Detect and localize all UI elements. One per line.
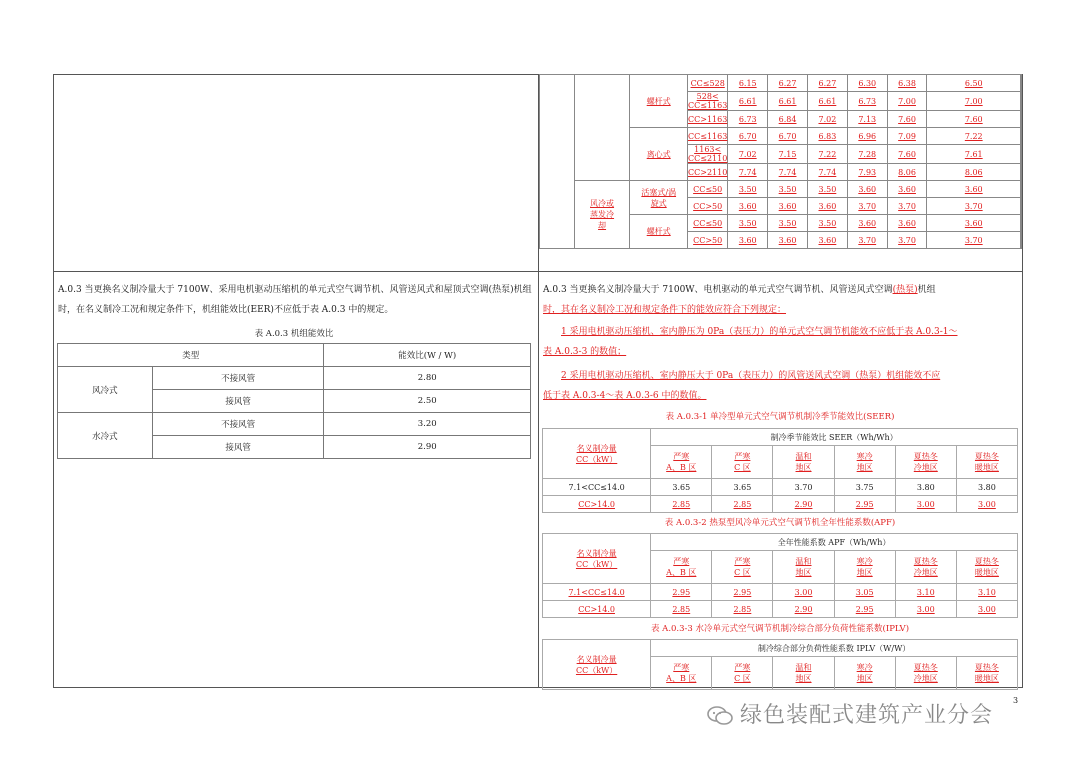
capacity-header: 名义制冷量 CC（kW） [543,640,651,690]
table-cell: CC≤50 [688,181,728,198]
table-cell: 3.50 [768,181,808,198]
table-cell: 1163< CC≤2110 [688,145,728,163]
table-row [543,496,1018,513]
table-cell: 3.50 [807,181,847,198]
table-cell: 6.27 [807,75,847,92]
zone-header: 夏热冬 冷地区 [895,551,956,584]
group-air-cooled: 风冷式 [58,367,153,413]
zone-header: 严寒 A、B 区 [651,551,712,584]
table-cell: 3.60 [887,215,927,232]
table-cell: 3.00 [895,601,956,618]
row-name: 不接风管 [152,367,324,390]
row-value: 2.50 [324,390,531,413]
table-cell: 3.70 [847,232,887,249]
apf-table [542,533,1018,618]
type-centrifugal: 离心式 [630,128,688,181]
table-cell: 7.00 [927,92,1021,111]
table-cell: 7.15 [768,145,808,164]
zone-header: 严寒 C 区 [712,551,773,584]
table-row [543,479,1018,496]
table-cell: 2.85 [712,496,773,513]
table-cell: 7.60 [887,111,927,128]
table-cell: 7.93 [847,164,887,181]
row-value: 2.90 [324,436,531,459]
table-cell: 8.06 [927,164,1021,181]
table-cell: 3.70 [847,198,887,215]
table-cell: 6.61 [728,92,768,111]
capacity-cell: CC>14.0 [543,496,651,513]
metric-header: 制冷综合部分负荷性能系数 IPLV（W/W） [651,640,1018,657]
left-paragraph: A.0.3 当更换名义制冷量大于 7100W、采用电机驱动压缩机的单元式空气调节机、风管送风式和屋顶式空调(热泵)机组时，在名义制冷工况和规定条件下，机组能效比(EER)不应低于表 A.0.3 中的规定。 [58,285,532,315]
row-name: 接风管 [152,436,324,459]
row-name: 接风管 [152,390,324,413]
table-row [540,181,1022,198]
table-cell: 3.80 [895,479,956,496]
zone-header: 严寒 A、B 区 [651,657,712,690]
table-cell: 3.70 [927,198,1021,215]
iplv-table [542,639,1018,690]
right-paragraph-3: 2 采用电机驱动压缩机、室内静压大于 0Pa（表压力）的风管送风式空调（热泵）机组能效不应 低于表 A.0.3-4～表 A.0.3-6 中的数值。 [543,371,941,401]
table-cell: 3.70 [887,198,927,215]
row-value: 2.80 [324,367,531,390]
table-cell: 3.50 [807,215,847,232]
top-efficiency-table [539,74,1022,249]
table-cell: 3.60 [807,198,847,215]
table-cell: 2.85 [651,496,712,513]
table-cell: 7.61 [927,145,1021,164]
table-cell: 6.61 [768,92,808,111]
watermark: 绿色装配式建筑产业分会 [706,698,993,729]
table-cell: 6.27 [768,75,808,92]
table-cell: CC≤50 [688,215,728,232]
table-cell: 7.02 [807,111,847,128]
table-cell: 3.50 [728,215,768,232]
type-screw: 螺杆式 [630,75,688,128]
table-cell: 3.70 [887,232,927,249]
table-cell: 3.65 [651,479,712,496]
zone-header: 寒冷 地区 [834,657,895,690]
table-cell: CC>1163 [688,111,728,128]
blank-cell [574,75,630,181]
sub-piston: 活塞式/涡 旋式 [630,181,688,215]
zone-header: 夏热冬 暖地区 [956,657,1017,690]
table-cell: CC≤528 [688,75,728,92]
row-value: 3.20 [324,413,531,436]
table-cell: 6.50 [927,75,1021,92]
capacity-cell: CC>14.0 [543,601,651,618]
table-cell: CC>2110 [688,164,728,181]
table-cell: 8.06 [887,164,927,181]
table-cell: 2.95 [834,601,895,618]
table-cell: 6.15 [728,75,768,92]
sub-screw: 螺杆式 [630,215,688,249]
table-cell: 2.95 [651,584,712,601]
table-cell: 3.80 [956,479,1017,496]
table-cell: 6.96 [847,128,887,145]
wechat-logo-icon [706,705,734,727]
table-cell: 7.13 [847,111,887,128]
table-cell: CC>50 [688,198,728,215]
zone-header: 夏热冬 暖地区 [956,446,1017,479]
table-cell: 6.84 [768,111,808,128]
table-cell: 528< CC≤1163 [688,92,728,110]
table-cell: 7.74 [728,164,768,181]
zone-header: 夏热冬 冷地区 [895,657,956,690]
metric-header: 全年性能系数 APF（Wh/Wh） [651,534,1018,551]
table-cell: 6.83 [807,128,847,145]
capacity-cell: 7.1<CC≤14.0 [543,584,651,601]
caption-a033: 表 A.0.3-3 水冷单元式空气调节机制冷综合部分负荷性能系数(IPLV) [650,624,910,634]
table-cell: 3.60 [847,215,887,232]
table-cell: 6.61 [807,92,847,111]
row-divider [53,271,1023,272]
caption-a031: 表 A.0.3-1 单冷型单元式空气调节机制冷季节能效比(SEER) [665,412,895,422]
seer-table [542,428,1018,513]
zone-header: 寒冷 地区 [834,446,895,479]
table-cell: 3.60 [768,232,808,249]
table-cell: 3.60 [887,181,927,198]
page-number: 3 [1013,696,1019,705]
table-cell: 2.85 [651,601,712,618]
table-row [540,75,1022,92]
row-name: 不接风管 [152,413,324,436]
table-cell: 2.90 [773,496,834,513]
blank-cell [540,75,575,249]
table-cell: 3.60 [768,198,808,215]
table-cell: 7.60 [887,145,927,164]
table-cell: 2.90 [773,601,834,618]
capacity-header: 名义制冷量 CC（kW） [543,429,651,479]
table-cell: 7.02 [728,145,768,164]
table-cell: 6.73 [728,111,768,128]
zone-header: 严寒 A、B 区 [651,446,712,479]
table-cell: 7.22 [927,128,1021,145]
right-paragraph-2: 1 采用电机驱动压缩机、室内静压为 0Pa（表压力）的单元式空气调节机能效不应低于表 A.0.3-1～ 表 A.0.3-3 的数值； [543,327,958,357]
table-cell: 2.95 [712,584,773,601]
blank-cell [1021,75,1022,249]
header-type: 类型 [58,344,324,367]
table-cell: 6.38 [887,75,927,92]
table-cell: 7.09 [887,128,927,145]
zone-header: 温和 地区 [773,446,834,479]
table-cell: 3.05 [834,584,895,601]
table-cell: CC≤1163 [688,128,728,145]
zone-header: 温和 地区 [773,657,834,690]
table-cell: 6.70 [768,128,808,145]
caption-a032: 表 A.0.3-2 热泵型风冷单元式空气调节机全年性能系数(APF) [664,518,896,528]
metric-header: 制冷季节能效比 SEER（Wh/Wh） [651,429,1018,446]
zone-header: 严寒 C 区 [712,657,773,690]
table-cell: 3.60 [807,232,847,249]
table-cell: 3.60 [927,215,1021,232]
table-cell: 7.28 [847,145,887,164]
capacity-cell: 7.1<CC≤14.0 [543,479,651,496]
table-cell: 3.70 [773,479,834,496]
zone-header: 夏热冬 暖地区 [956,551,1017,584]
table-cell: 2.95 [834,496,895,513]
table-cell: 3.60 [927,181,1021,198]
table-row [543,584,1018,601]
table-cell: 3.60 [847,181,887,198]
group-water-cooled: 水冷式 [58,413,153,459]
table-cell: 3.00 [956,496,1017,513]
table-cell: 3.00 [773,584,834,601]
table-cell: 7.22 [807,145,847,164]
right-paragraph-1: A.0.3 当更换名义制冷量大于 7100W、电机驱动的单元式空气调节机、风管送风式空调(热泵)机组 时，其在名义制冷工况和规定条件下的能效应符合下列规定： [543,285,936,315]
table-cell: 3.60 [728,232,768,249]
table-cell: 3.00 [895,496,956,513]
left-eer-table [57,343,531,459]
table-cell: 7.74 [807,164,847,181]
zone-header: 寒冷 地区 [834,551,895,584]
group-aircooled: 风冷或 蒸发冷 却 [574,181,630,249]
table-cell: 7.00 [887,92,927,111]
zone-header: 温和 地区 [773,551,834,584]
table-cell: 3.10 [956,584,1017,601]
table-cell: 3.50 [728,181,768,198]
table-cell: 3.75 [834,479,895,496]
header-eer: 能效比(W / W) [324,344,531,367]
table-cell: 3.50 [768,215,808,232]
table-cell: 3.10 [895,584,956,601]
left-table-caption: 表 A.0.3 机组能效比 [254,329,334,339]
table-cell: 3.00 [956,601,1017,618]
table-cell: 7.60 [927,111,1021,128]
table-cell: CC>50 [688,232,728,249]
table-cell: 2.85 [712,601,773,618]
capacity-header: 名义制冷量 CC（kW） [543,534,651,584]
table-cell: 3.70 [927,232,1021,249]
zone-header: 严寒 C 区 [712,446,773,479]
table-row [543,601,1018,618]
zone-header: 夏热冬 冷地区 [895,446,956,479]
table-cell: 6.70 [728,128,768,145]
table-cell: 3.60 [728,198,768,215]
table-cell: 7.74 [768,164,808,181]
table-cell: 6.30 [847,75,887,92]
table-cell: 6.73 [847,92,887,111]
table-cell: 3.65 [712,479,773,496]
